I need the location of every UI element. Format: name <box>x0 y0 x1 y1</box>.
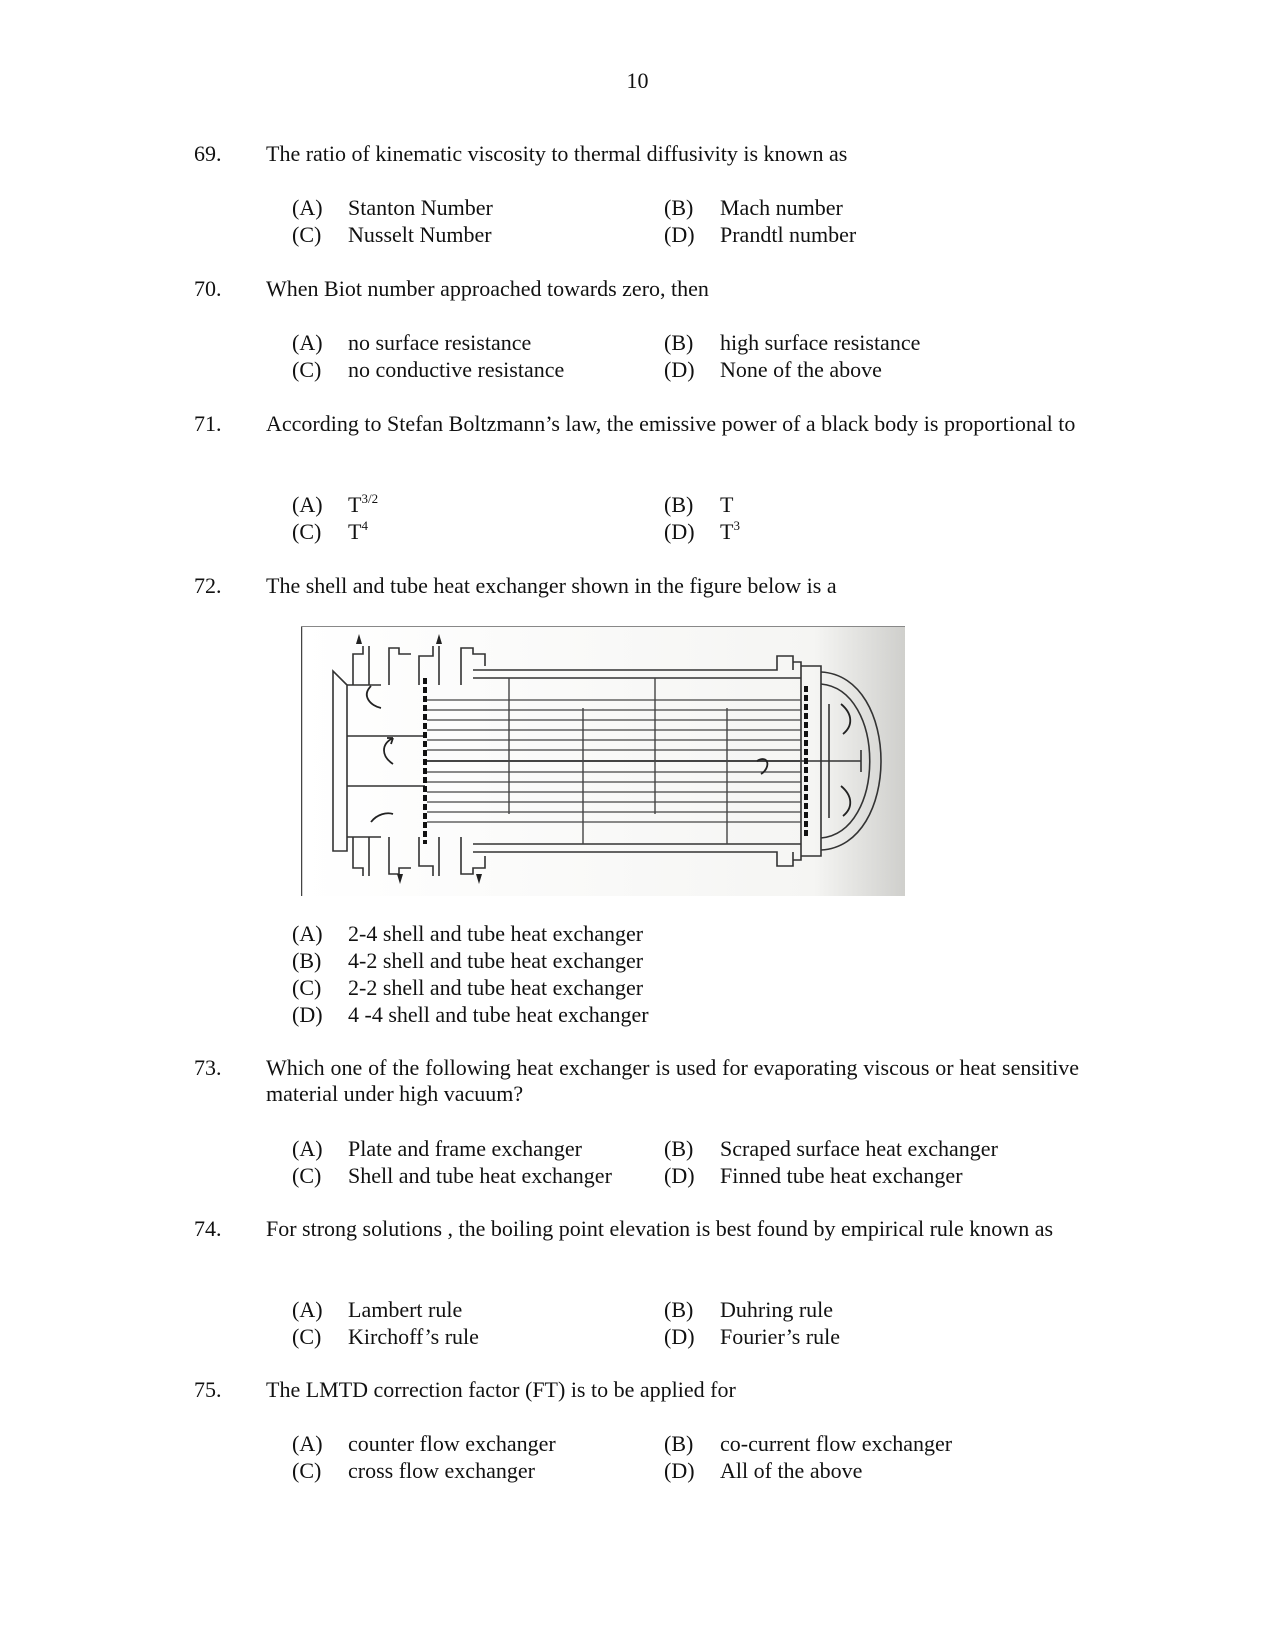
option-text-c: Kirchoff’s rule <box>348 1324 479 1349</box>
question-number: 70. <box>194 276 222 301</box>
question-number: 73. <box>194 1055 222 1080</box>
option-label-c: (C) <box>292 1324 322 1349</box>
option-base: T <box>348 519 362 544</box>
question-number: 74. <box>194 1216 222 1241</box>
option-text-d: Fourier’s rule <box>720 1324 840 1349</box>
option-base: T <box>720 492 734 517</box>
option-label-d: (D) <box>292 1002 323 1027</box>
option-text-a <box>348 492 378 518</box>
option-base: T <box>348 492 362 517</box>
option-text-d <box>720 519 740 545</box>
question-text: The ratio of kinematic viscosity to thermal diffusivity is known as <box>266 141 848 166</box>
option-label-a: (A) <box>292 492 323 517</box>
option-label-b: (B) <box>664 1297 694 1322</box>
option-text-b <box>720 492 733 518</box>
question-text: When Biot number approached towards zero, then <box>266 276 709 301</box>
option-label-c: (C) <box>292 222 322 247</box>
option-text-b: co-current flow exchanger <box>720 1431 953 1456</box>
option-label-d: (D) <box>664 222 695 247</box>
option-text-b: Mach number <box>720 195 843 220</box>
option-label-b: (B) <box>664 1431 694 1456</box>
option-label-b: (B) <box>664 492 694 517</box>
question-number: 69. <box>194 141 222 166</box>
question-text: According to Stefan Boltzmann’s law, the emissive power of a black body is proportional to <box>266 411 1076 436</box>
option-text-b: Duhring rule <box>720 1297 834 1322</box>
option-text-b: 4-2 shell and tube heat exchanger <box>348 948 644 973</box>
option-label-d: (D) <box>664 357 695 382</box>
question-text: For strong solutions , the boiling point elevation is best found by empirical rule known as <box>266 1216 1054 1241</box>
option-text-b: Scraped surface heat exchanger <box>720 1136 998 1161</box>
option-label-d: (D) <box>664 1163 695 1188</box>
option-text-c: Nusselt Number <box>348 222 492 247</box>
option-label-a: (A) <box>292 195 323 220</box>
option-text-a: Plate and frame exchanger <box>348 1136 582 1161</box>
option-label-b: (B) <box>292 948 322 973</box>
option-label-c: (C) <box>292 357 322 382</box>
option-text-b: high surface resistance <box>720 330 921 355</box>
option-label-a: (A) <box>292 921 323 946</box>
option-text-c: Shell and tube heat exchanger <box>348 1163 612 1188</box>
option-label-b: (B) <box>664 195 694 220</box>
question-text: The LMTD correction factor (FT) is to be applied for <box>266 1377 736 1402</box>
question-number: 75. <box>194 1377 222 1402</box>
option-label-d: (D) <box>664 1324 695 1349</box>
option-text-a: Stanton Number <box>348 195 493 220</box>
option-text-a: counter flow exchanger <box>348 1431 556 1456</box>
option-label-d: (D) <box>664 1458 695 1483</box>
option-text-d: Finned tube heat exchanger <box>720 1163 963 1188</box>
option-label-c: (C) <box>292 1458 322 1483</box>
option-text-c: no conductive resistance <box>348 357 565 382</box>
option-label-b: (B) <box>664 330 694 355</box>
option-label-a: (A) <box>292 330 323 355</box>
option-text-d: None of the above <box>720 357 882 382</box>
option-exponent: 3/2 <box>361 491 379 506</box>
option-text-a: Lambert rule <box>348 1297 463 1322</box>
question-number: 71. <box>194 411 222 436</box>
option-text-c <box>348 519 368 545</box>
option-label-c: (C) <box>292 1163 322 1188</box>
option-text-d: Prandtl number <box>720 222 857 247</box>
question-text: Which one of the following heat exchanger is used for evaporating viscous or heat sensitive material under high vacuum? <box>266 1055 1079 1106</box>
shell-and-tube-heat-exchanger-figure <box>301 626 905 896</box>
option-exponent: 3 <box>733 518 740 533</box>
question-number: 72. <box>194 573 222 598</box>
option-label-d: (D) <box>664 519 695 544</box>
option-text-c: cross flow exchanger <box>348 1458 535 1483</box>
question-text: The shell and tube heat exchanger shown in the figure below is a <box>266 573 837 598</box>
option-label-a: (A) <box>292 1431 323 1456</box>
option-label-c: (C) <box>292 975 322 1000</box>
option-exponent: 4 <box>361 518 368 533</box>
option-label-c: (C) <box>292 519 322 544</box>
option-label-a: (A) <box>292 1136 323 1161</box>
option-base: T <box>720 519 734 544</box>
page-number: 10 <box>626 68 649 93</box>
option-label-a: (A) <box>292 1297 323 1322</box>
option-text-d: 4 -4 shell and tube heat exchanger <box>348 1002 649 1027</box>
option-text-d: All of the above <box>720 1458 863 1483</box>
option-text-a: no surface resistance <box>348 330 532 355</box>
option-text-a: 2-4 shell and tube heat exchanger <box>348 921 644 946</box>
option-text-c: 2-2 shell and tube heat exchanger <box>348 975 644 1000</box>
option-label-b: (B) <box>664 1136 694 1161</box>
